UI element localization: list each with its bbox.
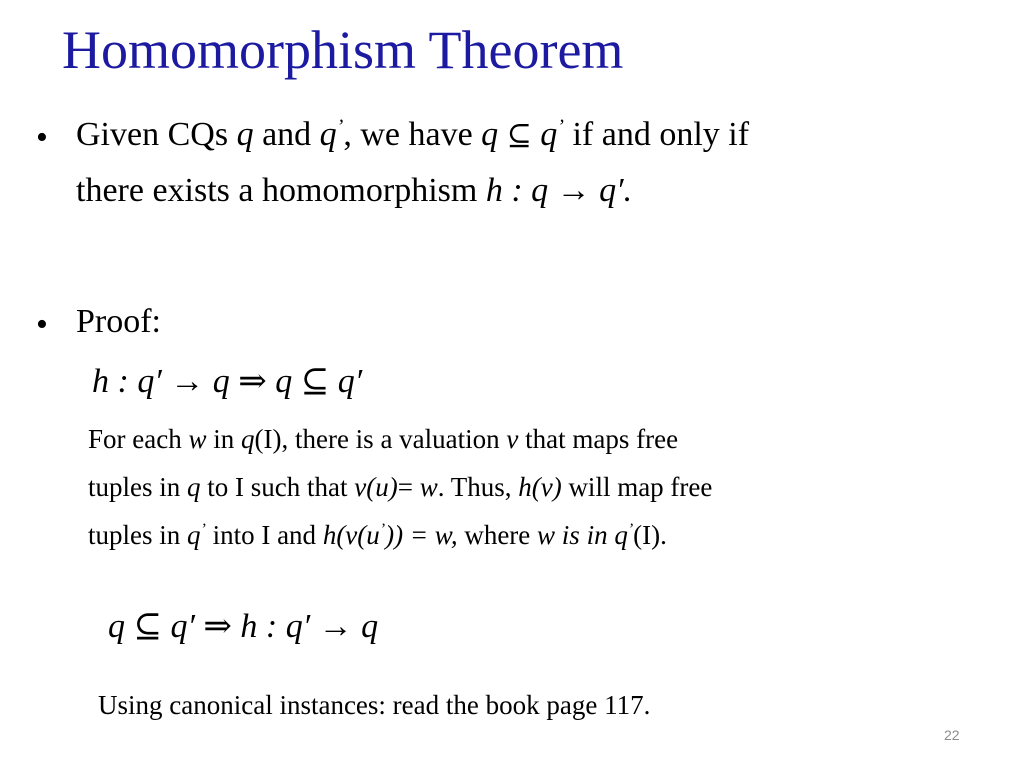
bullet-2-label: Proof: [76, 303, 161, 340]
page-number: 22 [944, 727, 960, 743]
proof-paragraph-line-1: For each w in q(I), there is a valuation v that maps free [88, 424, 679, 454]
proof-paragraph-line-3: tuples in q’ into I and h(v(u’)) = w, where w is in q’(I). [88, 520, 667, 550]
bullet-1-line-2: there exists a homomorphism h : q → q′. [76, 172, 633, 209]
slide-title: Homomorphism Theorem [62, 20, 624, 80]
bullet-marker: • [36, 306, 48, 343]
proof-paragraph-line-2: tuples in q to I such that v(u)= w. Thus, h(v) will map free [88, 472, 713, 502]
proof-formula-1: h : q′ → q ⇒ q ⊆ q′ [92, 363, 363, 400]
canonical-instances-note: Using canonical instances: read the book page 117. [98, 690, 651, 720]
bullet-marker: • [36, 119, 48, 156]
bullet-1-line-1: Given CQs q and q’, we have q ⊆ q’ if and only if [76, 115, 750, 153]
homomorphism-formula: h : q → q′. [485, 172, 633, 209]
proof-formula-2: q ⊆ q′ ⇒ h : q′ → q [108, 608, 379, 645]
